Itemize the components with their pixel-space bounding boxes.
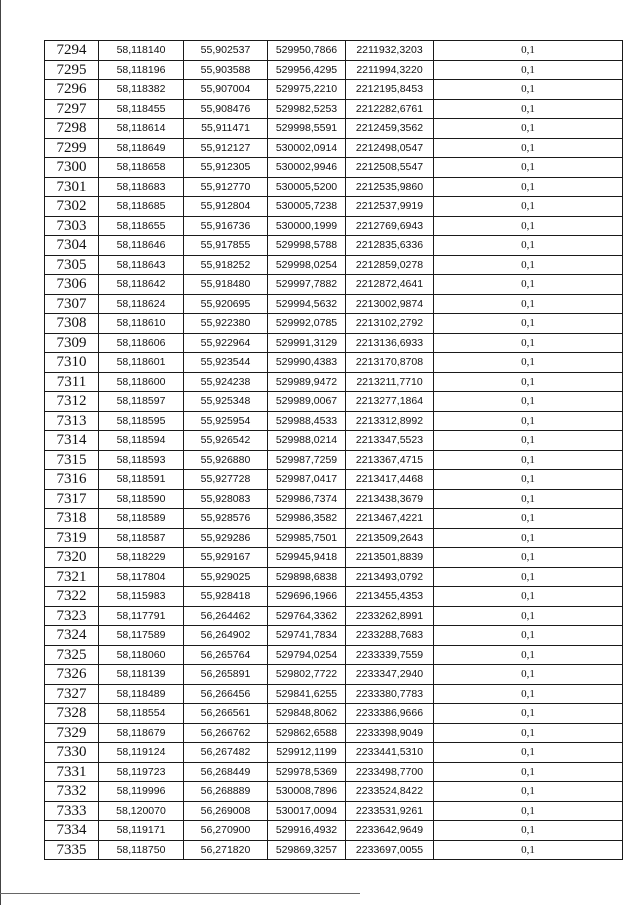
point-number-cell: 7323 [45, 606, 99, 626]
accuracy-cell: 0,1 [434, 470, 623, 490]
point-number-cell: 7310 [45, 353, 99, 373]
latitude-cell: 58,120070 [99, 801, 184, 821]
point-number-cell: 7300 [45, 158, 99, 178]
longitude-cell: 55,918480 [184, 275, 268, 295]
coord-x-cell: 529802,7722 [268, 665, 346, 685]
coord-y-cell: 2213467,4221 [346, 509, 434, 529]
coord-y-cell: 2233441,5310 [346, 743, 434, 763]
table-row [45, 236, 623, 256]
table-row [45, 353, 623, 373]
longitude-cell: 55,916736 [184, 216, 268, 236]
table-row [45, 333, 623, 353]
coord-x-cell: 529848,8062 [268, 704, 346, 724]
longitude-cell: 55,923544 [184, 353, 268, 373]
coordinates-table-body [45, 41, 623, 860]
coord-y-cell: 2233398,9049 [346, 723, 434, 743]
accuracy-cell: 0,1 [434, 372, 623, 392]
latitude-cell: 58,118679 [99, 723, 184, 743]
longitude-cell: 55,928576 [184, 509, 268, 529]
point-number-cell: 7327 [45, 684, 99, 704]
longitude-cell: 55,912770 [184, 177, 268, 197]
point-number-cell: 7324 [45, 626, 99, 646]
longitude-cell: 55,928418 [184, 587, 268, 607]
point-number-cell: 7319 [45, 528, 99, 548]
point-number-cell: 7316 [45, 470, 99, 490]
longitude-cell: 56,264462 [184, 606, 268, 626]
accuracy-cell: 0,1 [434, 41, 623, 61]
coord-y-cell: 2213347,5523 [346, 431, 434, 451]
point-number-cell: 7302 [45, 197, 99, 217]
longitude-cell: 55,918252 [184, 255, 268, 275]
accuracy-cell: 0,1 [434, 606, 623, 626]
table-row [45, 197, 623, 217]
accuracy-cell: 0,1 [434, 177, 623, 197]
table-row [45, 821, 623, 841]
latitude-cell: 58,119996 [99, 782, 184, 802]
latitude-cell: 58,118750 [99, 840, 184, 860]
latitude-cell: 58,118140 [99, 41, 184, 61]
latitude-cell: 58,118614 [99, 119, 184, 139]
latitude-cell: 58,118590 [99, 489, 184, 509]
scan-edge-line [0, 0, 1, 905]
point-number-cell: 7329 [45, 723, 99, 743]
coord-y-cell: 2233697,0055 [346, 840, 434, 860]
accuracy-cell: 0,1 [434, 99, 623, 119]
latitude-cell: 58,118649 [99, 138, 184, 158]
coord-x-cell: 529998,5591 [268, 119, 346, 139]
coord-y-cell: 2212459,3562 [346, 119, 434, 139]
coord-y-cell: 2213367,4715 [346, 450, 434, 470]
coord-y-cell: 2212769,6943 [346, 216, 434, 236]
coord-x-cell: 529841,6255 [268, 684, 346, 704]
point-number-cell: 7307 [45, 294, 99, 314]
latitude-cell: 58,118601 [99, 353, 184, 373]
point-number-cell: 7334 [45, 821, 99, 841]
latitude-cell: 58,118589 [99, 509, 184, 529]
table-row [45, 665, 623, 685]
coord-x-cell: 529986,3582 [268, 509, 346, 529]
accuracy-cell: 0,1 [434, 840, 623, 860]
latitude-cell: 58,119171 [99, 821, 184, 841]
table-row [45, 606, 623, 626]
coord-x-cell: 529986,7374 [268, 489, 346, 509]
accuracy-cell: 0,1 [434, 197, 623, 217]
coord-x-cell: 530000,1999 [268, 216, 346, 236]
latitude-cell: 58,118643 [99, 255, 184, 275]
coord-y-cell: 2212282,6761 [346, 99, 434, 119]
coord-x-cell: 529862,6588 [268, 723, 346, 743]
coord-x-cell: 530008,7896 [268, 782, 346, 802]
longitude-cell: 55,920695 [184, 294, 268, 314]
accuracy-cell: 0,1 [434, 821, 623, 841]
latitude-cell: 58,118683 [99, 177, 184, 197]
coord-y-cell: 2212835,6336 [346, 236, 434, 256]
table-row [45, 99, 623, 119]
latitude-cell: 58,118594 [99, 431, 184, 451]
coord-y-cell: 2213455,4353 [346, 587, 434, 607]
point-number-cell: 7298 [45, 119, 99, 139]
coord-x-cell: 529990,4383 [268, 353, 346, 373]
point-number-cell: 7332 [45, 782, 99, 802]
latitude-cell: 58,118489 [99, 684, 184, 704]
longitude-cell: 55,925954 [184, 411, 268, 431]
footer-rule [0, 893, 360, 894]
accuracy-cell: 0,1 [434, 626, 623, 646]
longitude-cell: 55,924238 [184, 372, 268, 392]
coord-y-cell: 2212859,0278 [346, 255, 434, 275]
point-number-cell: 7322 [45, 587, 99, 607]
coord-x-cell: 529764,3362 [268, 606, 346, 626]
table-row [45, 431, 623, 451]
latitude-cell: 58,118593 [99, 450, 184, 470]
coord-y-cell: 2212537,9919 [346, 197, 434, 217]
coord-y-cell: 2212195,8453 [346, 80, 434, 100]
coord-y-cell: 2233288,7683 [346, 626, 434, 646]
accuracy-cell: 0,1 [434, 275, 623, 295]
coord-y-cell: 2211994,3220 [346, 60, 434, 80]
accuracy-cell: 0,1 [434, 509, 623, 529]
point-number-cell: 7321 [45, 567, 99, 587]
longitude-cell: 55,902537 [184, 41, 268, 61]
table-row [45, 704, 623, 724]
coord-y-cell: 2212535,9860 [346, 177, 434, 197]
accuracy-cell: 0,1 [434, 411, 623, 431]
coord-y-cell: 2213312,8992 [346, 411, 434, 431]
longitude-cell: 55,922380 [184, 314, 268, 334]
latitude-cell: 58,118595 [99, 411, 184, 431]
accuracy-cell: 0,1 [434, 548, 623, 568]
coord-y-cell: 2213211,7710 [346, 372, 434, 392]
point-number-cell: 7315 [45, 450, 99, 470]
latitude-cell: 58,118591 [99, 470, 184, 490]
longitude-cell: 56,268449 [184, 762, 268, 782]
point-number-cell: 7295 [45, 60, 99, 80]
accuracy-cell: 0,1 [434, 645, 623, 665]
coord-x-cell: 529950,7866 [268, 41, 346, 61]
coord-y-cell: 2212508,5547 [346, 158, 434, 178]
coord-y-cell: 2213509,2643 [346, 528, 434, 548]
longitude-cell: 55,912305 [184, 158, 268, 178]
latitude-cell: 58,118060 [99, 645, 184, 665]
table-row [45, 587, 623, 607]
coord-x-cell: 529696,1966 [268, 587, 346, 607]
longitude-cell: 55,926542 [184, 431, 268, 451]
point-number-cell: 7312 [45, 392, 99, 412]
coord-x-cell: 529987,0417 [268, 470, 346, 490]
coord-x-cell: 529991,3129 [268, 333, 346, 353]
longitude-cell: 55,926880 [184, 450, 268, 470]
longitude-cell: 56,269008 [184, 801, 268, 821]
coord-x-cell: 529978,5369 [268, 762, 346, 782]
latitude-cell: 58,118229 [99, 548, 184, 568]
coord-y-cell: 2233386,9666 [346, 704, 434, 724]
latitude-cell: 58,118597 [99, 392, 184, 412]
coord-x-cell: 529987,7259 [268, 450, 346, 470]
accuracy-cell: 0,1 [434, 665, 623, 685]
accuracy-cell: 0,1 [434, 333, 623, 353]
longitude-cell: 55,908476 [184, 99, 268, 119]
latitude-cell: 58,118554 [99, 704, 184, 724]
point-number-cell: 7296 [45, 80, 99, 100]
coord-y-cell: 2213002,9874 [346, 294, 434, 314]
longitude-cell: 56,266456 [184, 684, 268, 704]
accuracy-cell: 0,1 [434, 353, 623, 373]
longitude-cell: 55,903588 [184, 60, 268, 80]
table-row [45, 645, 623, 665]
point-number-cell: 7330 [45, 743, 99, 763]
coord-x-cell: 529989,0067 [268, 392, 346, 412]
coord-y-cell: 2213417,4468 [346, 470, 434, 490]
longitude-cell: 56,266561 [184, 704, 268, 724]
point-number-cell: 7294 [45, 41, 99, 61]
point-number-cell: 7326 [45, 665, 99, 685]
accuracy-cell: 0,1 [434, 450, 623, 470]
table-row [45, 411, 623, 431]
point-number-cell: 7328 [45, 704, 99, 724]
point-number-cell: 7317 [45, 489, 99, 509]
accuracy-cell: 0,1 [434, 60, 623, 80]
accuracy-cell: 0,1 [434, 567, 623, 587]
point-number-cell: 7320 [45, 548, 99, 568]
point-number-cell: 7299 [45, 138, 99, 158]
coord-x-cell: 529956,4295 [268, 60, 346, 80]
accuracy-cell: 0,1 [434, 314, 623, 334]
table-row [45, 392, 623, 412]
point-number-cell: 7314 [45, 431, 99, 451]
latitude-cell: 58,118382 [99, 80, 184, 100]
coord-y-cell: 2213102,2792 [346, 314, 434, 334]
coord-x-cell: 529916,4932 [268, 821, 346, 841]
longitude-cell: 56,271820 [184, 840, 268, 860]
coord-x-cell: 529982,5253 [268, 99, 346, 119]
table-row [45, 450, 623, 470]
coord-x-cell: 529998,0254 [268, 255, 346, 275]
longitude-cell: 56,266762 [184, 723, 268, 743]
table-row [45, 158, 623, 178]
coord-x-cell: 530017,0094 [268, 801, 346, 821]
table-row [45, 840, 623, 860]
point-number-cell: 7313 [45, 411, 99, 431]
coord-x-cell: 529869,3257 [268, 840, 346, 860]
coord-y-cell: 2233262,8991 [346, 606, 434, 626]
longitude-cell: 55,907004 [184, 80, 268, 100]
accuracy-cell: 0,1 [434, 762, 623, 782]
coord-x-cell: 529994,5632 [268, 294, 346, 314]
coord-y-cell: 2233498,7700 [346, 762, 434, 782]
accuracy-cell: 0,1 [434, 704, 623, 724]
table-row [45, 684, 623, 704]
table-row [45, 41, 623, 61]
accuracy-cell: 0,1 [434, 138, 623, 158]
accuracy-cell: 0,1 [434, 489, 623, 509]
latitude-cell: 58,119723 [99, 762, 184, 782]
table-row [45, 372, 623, 392]
coord-x-cell: 529998,5788 [268, 236, 346, 256]
table-row [45, 60, 623, 80]
longitude-cell: 55,928083 [184, 489, 268, 509]
table-row [45, 138, 623, 158]
accuracy-cell: 0,1 [434, 236, 623, 256]
accuracy-cell: 0,1 [434, 216, 623, 236]
point-number-cell: 7325 [45, 645, 99, 665]
table-row [45, 782, 623, 802]
accuracy-cell: 0,1 [434, 255, 623, 275]
point-number-cell: 7297 [45, 99, 99, 119]
latitude-cell: 58,118610 [99, 314, 184, 334]
coord-x-cell: 529945,9418 [268, 548, 346, 568]
accuracy-cell: 0,1 [434, 294, 623, 314]
latitude-cell: 58,117804 [99, 567, 184, 587]
coord-x-cell: 529741,7834 [268, 626, 346, 646]
longitude-cell: 55,911471 [184, 119, 268, 139]
latitude-cell: 58,118646 [99, 236, 184, 256]
coord-x-cell: 529992,0785 [268, 314, 346, 334]
accuracy-cell: 0,1 [434, 80, 623, 100]
accuracy-cell: 0,1 [434, 743, 623, 763]
coord-y-cell: 2213493,0792 [346, 567, 434, 587]
latitude-cell: 58,118587 [99, 528, 184, 548]
point-number-cell: 7309 [45, 333, 99, 353]
latitude-cell: 58,118655 [99, 216, 184, 236]
accuracy-cell: 0,1 [434, 684, 623, 704]
table-row [45, 275, 623, 295]
coord-x-cell: 529975,2210 [268, 80, 346, 100]
coord-y-cell: 2212498,0547 [346, 138, 434, 158]
latitude-cell: 58,118606 [99, 333, 184, 353]
coord-x-cell: 529985,7501 [268, 528, 346, 548]
coord-x-cell: 529898,6838 [268, 567, 346, 587]
coord-x-cell: 529988,0214 [268, 431, 346, 451]
longitude-cell: 56,265764 [184, 645, 268, 665]
table-row [45, 528, 623, 548]
coord-y-cell: 2213136,6933 [346, 333, 434, 353]
coord-x-cell: 529912,1199 [268, 743, 346, 763]
longitude-cell: 55,917855 [184, 236, 268, 256]
table-row [45, 255, 623, 275]
accuracy-cell: 0,1 [434, 158, 623, 178]
longitude-cell: 55,925348 [184, 392, 268, 412]
table-row [45, 314, 623, 334]
longitude-cell: 55,922964 [184, 333, 268, 353]
latitude-cell: 58,118658 [99, 158, 184, 178]
table-row [45, 470, 623, 490]
longitude-cell: 56,265891 [184, 665, 268, 685]
coord-y-cell: 2213438,3679 [346, 489, 434, 509]
coord-y-cell: 2233524,8422 [346, 782, 434, 802]
coord-x-cell: 530005,7238 [268, 197, 346, 217]
coord-y-cell: 2213277,1864 [346, 392, 434, 412]
coord-y-cell: 2233380,7783 [346, 684, 434, 704]
point-number-cell: 7305 [45, 255, 99, 275]
coord-y-cell: 2213501,8839 [346, 548, 434, 568]
latitude-cell: 58,118455 [99, 99, 184, 119]
accuracy-cell: 0,1 [434, 431, 623, 451]
latitude-cell: 58,115983 [99, 587, 184, 607]
table-row [45, 801, 623, 821]
coord-x-cell: 530002,0914 [268, 138, 346, 158]
table-row [45, 489, 623, 509]
coord-y-cell: 2233347,2940 [346, 665, 434, 685]
accuracy-cell: 0,1 [434, 723, 623, 743]
coord-x-cell: 529997,7882 [268, 275, 346, 295]
table-row [45, 509, 623, 529]
table-row [45, 80, 623, 100]
latitude-cell: 58,117589 [99, 626, 184, 646]
latitude-cell: 58,118139 [99, 665, 184, 685]
longitude-cell: 55,912127 [184, 138, 268, 158]
longitude-cell: 55,929167 [184, 548, 268, 568]
accuracy-cell: 0,1 [434, 587, 623, 607]
table-row [45, 294, 623, 314]
latitude-cell: 58,117791 [99, 606, 184, 626]
table-row [45, 216, 623, 236]
coord-y-cell: 2211932,3203 [346, 41, 434, 61]
longitude-cell: 55,929286 [184, 528, 268, 548]
accuracy-cell: 0,1 [434, 392, 623, 412]
latitude-cell: 58,119124 [99, 743, 184, 763]
table-row [45, 743, 623, 763]
accuracy-cell: 0,1 [434, 801, 623, 821]
latitude-cell: 58,118685 [99, 197, 184, 217]
latitude-cell: 58,118600 [99, 372, 184, 392]
coord-y-cell: 2233642,9649 [346, 821, 434, 841]
accuracy-cell: 0,1 [434, 782, 623, 802]
latitude-cell: 58,118642 [99, 275, 184, 295]
point-number-cell: 7301 [45, 177, 99, 197]
longitude-cell: 56,268889 [184, 782, 268, 802]
longitude-cell: 56,264902 [184, 626, 268, 646]
latitude-cell: 58,118196 [99, 60, 184, 80]
coord-y-cell: 2213170,8708 [346, 353, 434, 373]
coord-x-cell: 530005,5200 [268, 177, 346, 197]
coord-y-cell: 2212872,4641 [346, 275, 434, 295]
accuracy-cell: 0,1 [434, 528, 623, 548]
longitude-cell: 56,267482 [184, 743, 268, 763]
table-row [45, 567, 623, 587]
point-number-cell: 7331 [45, 762, 99, 782]
coord-x-cell: 529988,4533 [268, 411, 346, 431]
point-number-cell: 7311 [45, 372, 99, 392]
table-row [45, 177, 623, 197]
point-number-cell: 7333 [45, 801, 99, 821]
point-number-cell: 7303 [45, 216, 99, 236]
longitude-cell: 55,927728 [184, 470, 268, 490]
longitude-cell: 55,929025 [184, 567, 268, 587]
longitude-cell: 56,270900 [184, 821, 268, 841]
table-row [45, 119, 623, 139]
coord-y-cell: 2233531,9261 [346, 801, 434, 821]
accuracy-cell: 0,1 [434, 119, 623, 139]
point-number-cell: 7308 [45, 314, 99, 334]
table-row [45, 626, 623, 646]
point-number-cell: 7306 [45, 275, 99, 295]
coord-x-cell: 529989,9472 [268, 372, 346, 392]
coord-x-cell: 529794,0254 [268, 645, 346, 665]
coord-y-cell: 2233339,7559 [346, 645, 434, 665]
point-number-cell: 7318 [45, 509, 99, 529]
table-row [45, 548, 623, 568]
table-row [45, 723, 623, 743]
point-number-cell: 7335 [45, 840, 99, 860]
coordinates-table [44, 40, 623, 860]
latitude-cell: 58,118624 [99, 294, 184, 314]
table-row [45, 762, 623, 782]
point-number-cell: 7304 [45, 236, 99, 256]
coord-x-cell: 530002,9946 [268, 158, 346, 178]
longitude-cell: 55,912804 [184, 197, 268, 217]
